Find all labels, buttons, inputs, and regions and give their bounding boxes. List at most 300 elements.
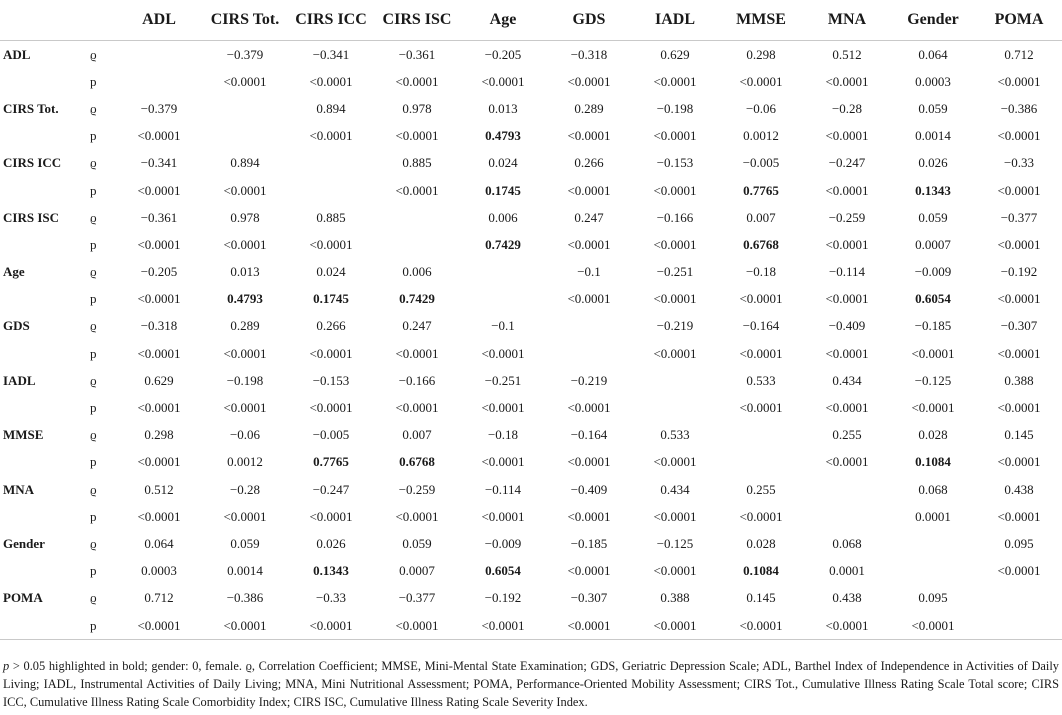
table-row — [0, 340, 1062, 367]
rho-value-cell: 0.068 — [832, 535, 862, 551]
rho-value-cell: −0.247 — [312, 481, 350, 497]
p-value-cell: <0.0001 — [997, 508, 1041, 524]
p-value-cell: 0.0014 — [227, 563, 263, 579]
p-symbol: p — [90, 128, 97, 144]
p-value-cell — [976, 612, 1062, 640]
p-value-cell: <0.0001 — [395, 73, 439, 89]
p-value-cell — [546, 340, 632, 367]
rho-value-cell: 0.059 — [918, 209, 948, 225]
p-value-cell: <0.0001 — [546, 612, 632, 640]
row-label — [0, 123, 86, 150]
p-value-cell: 0.0001 — [915, 508, 951, 524]
row-label: CIRS ICC — [3, 155, 62, 171]
rho-value-cell: −0.166 — [656, 209, 694, 225]
rho-value-cell: 0.438 — [832, 590, 862, 606]
p-value-cell: 0.0007 — [915, 236, 951, 252]
rho-symbol: ϱ — [90, 535, 97, 551]
rho-value-cell: −0.247 — [828, 155, 866, 171]
p-value-cell: <0.0001 — [481, 454, 525, 470]
column-header: CIRS Tot. — [202, 0, 288, 41]
p-value-cell: <0.0001 — [223, 400, 267, 416]
p-symbol: p — [90, 508, 97, 524]
rho-value-cell: 0.533 — [660, 427, 690, 443]
p-value-cell: <0.0001 — [997, 345, 1041, 361]
rho-value-cell: 0.978 — [402, 100, 432, 116]
p-value-cell: 0.7765 — [743, 182, 779, 198]
column-header: ADL — [116, 0, 202, 41]
header-corner-stat — [86, 0, 116, 41]
rho-value-cell: −0.409 — [828, 318, 866, 334]
rho-value-cell: 0.266 — [574, 155, 604, 171]
p-symbol: p — [90, 400, 97, 416]
rho-value-cell: 0.978 — [230, 209, 260, 225]
p-value-cell: 0.0012 — [227, 454, 263, 470]
p-value-cell: <0.0001 — [137, 345, 181, 361]
rho-value-cell: 0.289 — [574, 100, 604, 116]
rho-value-cell: 0.247 — [402, 318, 432, 334]
rho-value-cell: −0.377 — [1000, 209, 1038, 225]
rho-value-cell — [116, 41, 202, 69]
rho-value-cell: −0.205 — [484, 46, 522, 62]
table-row — [0, 41, 1062, 69]
rho-value-cell — [976, 585, 1062, 612]
p-value-cell: 0.4793 — [485, 128, 521, 144]
table-row — [0, 612, 1062, 640]
p-value-cell: 0.0003 — [141, 563, 177, 579]
rho-value-cell: 0.885 — [316, 209, 346, 225]
rho-value-cell: 0.255 — [746, 481, 776, 497]
rho-value-cell: −0.205 — [140, 264, 178, 280]
p-symbol: p — [90, 236, 97, 252]
p-value-cell: 0.6768 — [743, 236, 779, 252]
rho-value-cell: −0.005 — [742, 155, 780, 171]
p-value-cell: 0.7429 — [485, 236, 521, 252]
p-value-cell: <0.0001 — [223, 236, 267, 252]
rho-value-cell: −0.114 — [828, 264, 866, 280]
table-row — [0, 286, 1062, 313]
rho-value-cell: −0.318 — [140, 318, 178, 334]
rho-value-cell: 0.533 — [746, 372, 776, 388]
rho-value-cell: 0.028 — [918, 427, 948, 443]
rho-value-cell: −0.341 — [140, 155, 178, 171]
p-value-cell: <0.0001 — [653, 345, 697, 361]
row-label: ADL — [3, 46, 31, 62]
p-value-cell: <0.0001 — [567, 454, 611, 470]
rho-value-cell: 0.438 — [1004, 481, 1034, 497]
rho-value-cell: 0.024 — [488, 155, 518, 171]
rho-value-cell — [288, 150, 374, 177]
table-row — [0, 394, 1062, 421]
rho-value-cell: −0.307 — [570, 590, 608, 606]
rho-symbol: ϱ — [90, 209, 97, 225]
rho-value-cell: −0.153 — [312, 372, 350, 388]
p-value-cell: <0.0001 — [309, 400, 353, 416]
row-label — [0, 612, 86, 640]
p-value-cell: 0.4793 — [227, 291, 263, 307]
p-symbol: p — [90, 454, 97, 470]
rho-value-cell: −0.114 — [484, 481, 522, 497]
p-value-cell: <0.0001 — [739, 345, 783, 361]
column-header: POMA — [976, 0, 1062, 41]
rho-value-cell: −0.259 — [398, 481, 436, 497]
p-value-cell: <0.0001 — [309, 345, 353, 361]
p-value-cell: <0.0001 — [137, 128, 181, 144]
p-value-cell: <0.0001 — [825, 128, 869, 144]
p-value-cell: <0.0001 — [567, 128, 611, 144]
p-value-cell: <0.0001 — [137, 236, 181, 252]
p-value-cell: <0.0001 — [825, 182, 869, 198]
p-value-cell: <0.0001 — [395, 128, 439, 144]
rho-value-cell: −0.377 — [398, 590, 436, 606]
p-value-cell: <0.0001 — [309, 128, 353, 144]
p-value-cell: 0.0001 — [829, 563, 865, 579]
p-value-cell: <0.0001 — [481, 508, 525, 524]
rho-value-cell: 0.024 — [316, 264, 346, 280]
p-value-cell: <0.0001 — [632, 612, 718, 640]
p-value-cell: <0.0001 — [653, 508, 697, 524]
rho-value-cell: 0.026 — [316, 535, 346, 551]
row-label — [0, 286, 86, 313]
p-value-cell: <0.0001 — [116, 612, 202, 640]
rho-value-cell: −0.185 — [914, 318, 952, 334]
p-value-cell: <0.0001 — [309, 236, 353, 252]
rho-value-cell: −0.198 — [656, 100, 694, 116]
p-value-cell: <0.0001 — [374, 612, 460, 640]
p-value-cell: <0.0001 — [825, 291, 869, 307]
rho-value-cell: 0.095 — [918, 590, 948, 606]
rho-value-cell: −0.219 — [656, 318, 694, 334]
rho-value-cell: 0.434 — [832, 372, 862, 388]
rho-value-cell — [804, 476, 890, 503]
p-value-cell: <0.0001 — [567, 508, 611, 524]
rho-value-cell: 0.068 — [918, 481, 948, 497]
p-value-cell: <0.0001 — [481, 345, 525, 361]
p-value-cell: <0.0001 — [567, 563, 611, 579]
rho-value-cell: −0.125 — [914, 372, 952, 388]
table-body — [0, 41, 1062, 640]
rho-value-cell: 0.007 — [746, 209, 776, 225]
p-value-cell: <0.0001 — [997, 563, 1041, 579]
p-value-cell — [632, 394, 718, 421]
rho-symbol: ϱ — [90, 100, 97, 116]
p-value-cell: <0.0001 — [567, 291, 611, 307]
header-row — [0, 0, 1062, 41]
rho-value-cell: −0.1 — [491, 318, 515, 334]
row-label — [0, 449, 86, 476]
rho-value-cell: −0.153 — [656, 155, 694, 171]
row-label: CIRS Tot. — [3, 100, 59, 116]
rho-value-cell: 0.013 — [230, 264, 260, 280]
row-label — [0, 503, 86, 530]
p-value-cell: 0.1084 — [915, 454, 951, 470]
p-value-cell — [374, 231, 460, 258]
p-value-cell: <0.0001 — [653, 182, 697, 198]
p-value-cell: <0.0001 — [137, 182, 181, 198]
table-row — [0, 68, 1062, 95]
rho-value-cell: −0.198 — [226, 372, 264, 388]
p-value-cell: <0.0001 — [137, 454, 181, 470]
rho-value-cell: 0.247 — [574, 209, 604, 225]
rho-value-cell: 0.059 — [402, 535, 432, 551]
p-value-cell: 0.0007 — [399, 563, 435, 579]
column-header: MNA — [804, 0, 890, 41]
rho-value-cell: −0.318 — [570, 46, 608, 62]
table-row — [0, 123, 1062, 150]
p-value-cell: 0.0003 — [915, 73, 951, 89]
rho-value-cell: 0.388 — [1004, 372, 1034, 388]
rho-value-cell: −0.379 — [140, 100, 178, 116]
rho-value-cell: 0.006 — [402, 264, 432, 280]
p-value-cell: <0.0001 — [395, 400, 439, 416]
p-value-cell — [460, 286, 546, 313]
row-label — [0, 177, 86, 204]
p-value-cell: <0.0001 — [481, 73, 525, 89]
rho-value-cell: 0.095 — [1004, 535, 1034, 551]
rho-value-cell: −0.386 — [1000, 100, 1038, 116]
rho-value-cell: 0.894 — [230, 155, 260, 171]
table-row — [0, 95, 1062, 122]
rho-symbol: ϱ — [90, 155, 97, 171]
table-row — [0, 313, 1062, 340]
rho-value-cell: 0.885 — [402, 155, 432, 171]
rho-value-cell: −0.06 — [745, 100, 777, 116]
row-label: Gender — [3, 535, 45, 551]
footnote-text: > 0.05 highlighted in bold; gender: 0, female. ϱ, Correlation Coefficient; MMSE, Mini-Mental State Examination; GDS, Geriatric Depression Scale; ADL, Barthel Index of Independence in Activities of Daily Living; IADL, Instrumental Activities of Daily Living; MNA, Mini Nutritional Assessment; POMA, Performance-Oriented Mobility Assessment; CIRS Tot., Cumulative Illness Rating Scale Total score; CIRS ICC, Cumulative Illness Rating Scale Comorbidity Index; CIRS ISC, Cumulative Illness Rating Scale Severity Index. — [3, 659, 1059, 709]
table-row — [0, 503, 1062, 530]
rho-value-cell: −0.251 — [656, 264, 694, 280]
p-value-cell: <0.0001 — [911, 400, 955, 416]
p-value-cell: <0.0001 — [567, 236, 611, 252]
p-value-cell: <0.0001 — [653, 291, 697, 307]
rho-value-cell: 0.712 — [1004, 46, 1034, 62]
p-value-cell: <0.0001 — [997, 182, 1041, 198]
rho-value-cell: −0.33 — [315, 590, 347, 606]
rho-symbol: ϱ — [90, 372, 97, 388]
row-label — [0, 340, 86, 367]
rho-value-cell: −0.259 — [828, 209, 866, 225]
rho-value-cell: −0.166 — [398, 372, 436, 388]
p-value-cell: <0.0001 — [460, 612, 546, 640]
rho-value-cell — [546, 313, 632, 340]
p-symbol: p — [90, 291, 97, 307]
p-value-cell: 0.7765 — [313, 454, 349, 470]
p-value-cell: <0.0001 — [653, 236, 697, 252]
rho-value-cell: 0.145 — [1004, 427, 1034, 443]
row-label: POMA — [3, 590, 43, 606]
p-value-cell: <0.0001 — [653, 128, 697, 144]
p-value-cell: 0.1745 — [485, 182, 521, 198]
p-value-cell: <0.0001 — [395, 182, 439, 198]
p-value-cell: 0.1343 — [313, 563, 349, 579]
rho-symbol: ϱ — [90, 427, 97, 443]
rho-value-cell: 0.013 — [488, 100, 518, 116]
p-value-cell — [202, 123, 288, 150]
p-value-cell: <0.0001 — [395, 345, 439, 361]
column-header: GDS — [546, 0, 632, 41]
rho-value-cell — [718, 422, 804, 449]
header-corner — [0, 0, 86, 41]
p-value-cell — [890, 558, 976, 585]
p-value-cell: <0.0001 — [395, 508, 439, 524]
rho-value-cell — [890, 530, 976, 557]
p-value-cell: <0.0001 — [223, 182, 267, 198]
table-row — [0, 585, 1062, 612]
p-value-cell: <0.0001 — [825, 73, 869, 89]
rho-value-cell: −0.164 — [742, 318, 780, 334]
p-value-cell: <0.0001 — [223, 508, 267, 524]
rho-value-cell: 0.512 — [144, 481, 174, 497]
rho-value-cell: −0.18 — [487, 427, 519, 443]
p-value-cell: <0.0001 — [481, 400, 525, 416]
p-value-cell: <0.0001 — [997, 291, 1041, 307]
rho-value-cell — [202, 95, 288, 122]
column-header: CIRS ISC — [374, 0, 460, 41]
rho-value-cell: 0.059 — [918, 100, 948, 116]
table-row — [0, 449, 1062, 476]
rho-value-cell: −0.28 — [831, 100, 863, 116]
p-value-cell: <0.0001 — [890, 612, 976, 640]
rho-value-cell: −0.125 — [656, 535, 694, 551]
rho-value-cell: −0.33 — [1003, 155, 1035, 171]
p-value-cell: <0.0001 — [223, 345, 267, 361]
rho-value-cell: −0.192 — [1000, 264, 1038, 280]
rho-value-cell: −0.06 — [229, 427, 261, 443]
row-label: Age — [3, 264, 25, 280]
p-symbol: p — [90, 73, 97, 89]
p-value-cell: 0.7429 — [399, 291, 435, 307]
rho-value-cell: −0.005 — [312, 427, 350, 443]
rho-value-cell: −0.185 — [570, 535, 608, 551]
table-row — [0, 422, 1062, 449]
p-value-cell: <0.0001 — [997, 236, 1041, 252]
rho-value-cell: −0.341 — [312, 46, 350, 62]
column-header: Age — [460, 0, 546, 41]
p-value-cell: <0.0001 — [825, 236, 869, 252]
p-value-cell: <0.0001 — [137, 291, 181, 307]
rho-value-cell: −0.361 — [140, 209, 178, 225]
column-header: CIRS ICC — [288, 0, 374, 41]
row-label — [0, 231, 86, 258]
p-value-cell: 0.6054 — [485, 563, 521, 579]
p-value-cell: <0.0001 — [997, 400, 1041, 416]
column-header: MMSE — [718, 0, 804, 41]
p-value-cell — [116, 68, 202, 95]
rho-value-cell: 0.064 — [144, 535, 174, 551]
p-value-cell: 0.6054 — [915, 291, 951, 307]
table-row — [0, 150, 1062, 177]
row-label: MNA — [3, 481, 35, 497]
rho-symbol: ϱ — [90, 46, 97, 62]
p-value-cell: <0.0001 — [653, 73, 697, 89]
p-symbol: p — [90, 182, 97, 198]
p-value-cell: <0.0001 — [653, 454, 697, 470]
p-symbol: p — [86, 612, 116, 640]
p-value-cell: 0.0012 — [743, 128, 779, 144]
p-value-cell: <0.0001 — [567, 73, 611, 89]
p-value-cell: 0.0014 — [915, 128, 951, 144]
p-value-cell: 0.1343 — [915, 182, 951, 198]
p-value-cell: 0.6768 — [399, 454, 435, 470]
rho-value-cell: 0.629 — [660, 46, 690, 62]
row-label: CIRS ISC — [3, 209, 59, 225]
p-value-cell: <0.0001 — [739, 291, 783, 307]
p-value-cell: <0.0001 — [309, 73, 353, 89]
rho-value-cell: 0.007 — [402, 427, 432, 443]
p-value-cell: <0.0001 — [309, 508, 353, 524]
rho-value-cell: −0.409 — [570, 481, 608, 497]
p-value-cell: <0.0001 — [739, 400, 783, 416]
rho-value-cell: −0.28 — [229, 481, 261, 497]
p-value-cell: <0.0001 — [804, 612, 890, 640]
p-symbol: p — [90, 563, 97, 579]
rho-value-cell: 0.059 — [230, 535, 260, 551]
rho-value-cell: 0.255 — [832, 427, 862, 443]
rho-symbol: ϱ — [90, 318, 97, 334]
p-symbol: p — [90, 345, 97, 361]
rho-value-cell: −0.192 — [484, 590, 522, 606]
row-label — [0, 394, 86, 421]
table-row — [0, 204, 1062, 231]
rho-value-cell: 0.266 — [316, 318, 346, 334]
p-value-cell: <0.0001 — [567, 400, 611, 416]
rho-value-cell: 0.026 — [918, 155, 948, 171]
table-row — [0, 259, 1062, 286]
rho-value-cell: 0.298 — [144, 427, 174, 443]
p-value-cell: <0.0001 — [567, 182, 611, 198]
p-value-cell: <0.0001 — [825, 454, 869, 470]
rho-symbol: ϱ — [90, 590, 97, 606]
rho-value-cell: −0.386 — [226, 590, 264, 606]
table-row — [0, 558, 1062, 585]
p-value-cell: 0.1745 — [313, 291, 349, 307]
table-row — [0, 177, 1062, 204]
p-value-cell: <0.0001 — [997, 128, 1041, 144]
rho-value-cell: 0.388 — [660, 590, 690, 606]
column-header: IADL — [632, 0, 718, 41]
p-value-cell: <0.0001 — [825, 400, 869, 416]
rho-value-cell — [460, 259, 546, 286]
p-value-cell: <0.0001 — [137, 508, 181, 524]
rho-value-cell: 0.145 — [746, 590, 776, 606]
rho-value-cell: −0.164 — [570, 427, 608, 443]
table-footnote — [3, 657, 1059, 711]
p-value-cell: <0.0001 — [718, 612, 804, 640]
rho-value-cell: 0.629 — [144, 372, 174, 388]
table-row — [0, 231, 1062, 258]
rho-value-cell: 0.064 — [918, 46, 948, 62]
p-value-cell — [804, 503, 890, 530]
column-header: Gender — [890, 0, 976, 41]
p-value-cell — [718, 449, 804, 476]
footnote-p-symbol: p — [3, 659, 10, 673]
rho-value-cell: −0.009 — [914, 264, 952, 280]
rho-value-cell — [632, 367, 718, 394]
table-row — [0, 476, 1062, 503]
p-value-cell: <0.0001 — [202, 612, 288, 640]
p-value-cell: <0.0001 — [997, 454, 1041, 470]
rho-value-cell: 0.434 — [660, 481, 690, 497]
rho-value-cell: −0.1 — [577, 264, 601, 280]
p-value-cell: <0.0001 — [825, 345, 869, 361]
table-row — [0, 530, 1062, 557]
rho-value-cell: 0.512 — [832, 46, 862, 62]
rho-symbol: ϱ — [90, 481, 97, 497]
rho-value-cell: 0.894 — [316, 100, 346, 116]
p-value-cell: <0.0001 — [288, 612, 374, 640]
p-value-cell — [288, 177, 374, 204]
rho-value-cell: 0.289 — [230, 318, 260, 334]
row-label: IADL — [3, 372, 36, 388]
